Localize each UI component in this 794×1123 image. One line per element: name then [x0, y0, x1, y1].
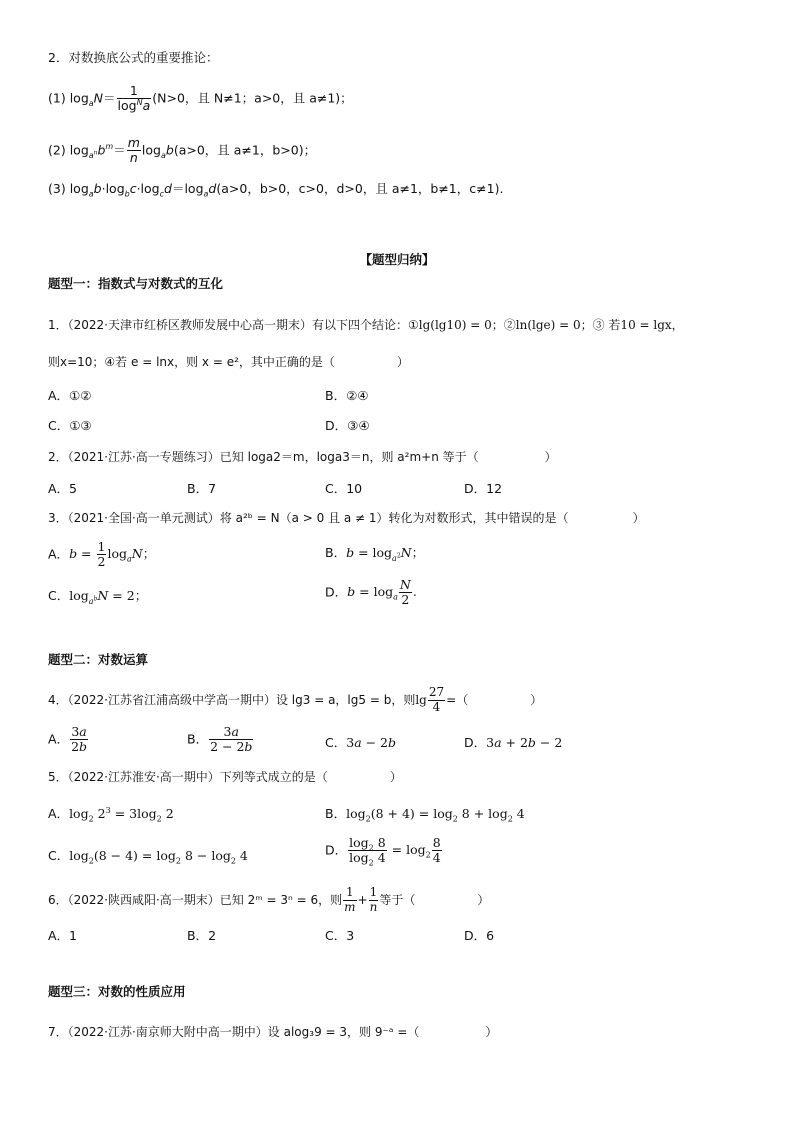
q4-option-d: D．3a + 2b − 2 — [464, 735, 563, 750]
q5-option-b-label: B． — [325, 806, 347, 821]
q3-option-a: A．b = $\frac{1}{2}$ $\log_aN$； — [48, 539, 156, 570]
q2-option-d: D．12 — [464, 481, 503, 496]
q5-line — [48, 770, 402, 785]
q6-question: 6．（2022·陕西咸阳·高一期末）已知 2ᵐ = 3ⁿ = 6，则 — [48, 892, 343, 907]
type3-title: 题型三：对数的性质应用 — [48, 984, 186, 999]
q6-line: 6．（2022·陕西咸阳·高一期末）已知 2ᵐ = 3ⁿ = 6，则 $\frac{1}{m}$ + $\frac{1}{n}$ 等于（ ） — [48, 885, 490, 914]
q5-question: 5．（2022·江苏淮安·高一期中）下列等式成立的是（ — [48, 770, 328, 784]
formula-2-label: (2) — [48, 142, 66, 158]
formula-3-conditions: (a>0，b>0，c>0，d>0，且 a≠1，b≠1，c≠1). — [216, 181, 504, 196]
formula-2-conditions: (a>0，且 a≠1，b>0)； — [173, 142, 317, 158]
q6-option-b: B．2 — [187, 928, 217, 943]
q1-line1 — [48, 318, 684, 333]
q2-question: 2．（2021·江苏·高一专题练习）已知 loga2＝m，loga3＝n，则 a²m+n 等于（ — [48, 450, 479, 464]
q2-option-b: B．7 — [187, 481, 217, 496]
q3-option-a-label: A． — [48, 546, 70, 562]
q4-option-b-label: B． — [187, 731, 209, 747]
type2-title: 题型二：对数运算 — [48, 652, 149, 667]
q5-close-paren: ） — [389, 770, 402, 784]
q7-close-paren: ） — [485, 1025, 498, 1039]
q6-close-paren: ） — [477, 892, 490, 907]
q1-question: 则x=10；④若 e = lnx，则 x = e²，其中正确的是（ — [48, 355, 335, 369]
q4-option-d-label: D． — [464, 735, 487, 750]
type1-title: 题型一：指数式与对数式的互化 — [48, 276, 224, 291]
q7-question: 7．（2022·江苏·南京师大附中高一期中）设 alog₃9 = 3，则 9⁻ᵃ =（ — [48, 1025, 420, 1039]
q4-option-c-label: C． — [325, 735, 347, 750]
formula-1: (1) $\log_aN=$ $\frac{1}{\log^Na}$ (N>0，且 N≠1；a>0，且 a≠1)； — [48, 83, 353, 114]
q5-option-d-label: D． — [325, 842, 348, 858]
q3-line — [48, 511, 645, 526]
formula-2: (2) $\log_{a^n}b^m=$ $\frac{m}{n}$ $\log_ab(a>0$，且 a≠1，b>0)； — [48, 135, 317, 166]
q4-option-b: B． $\frac{3a}{2 - 2b}$ — [187, 724, 253, 755]
q2-line — [48, 450, 557, 465]
q1-statements: ①lg(lg10) = 0；②ln(lge) = 0；③ 若10 = lgx， — [408, 318, 684, 332]
q3-option-b-label: B． — [325, 545, 347, 560]
q7-line — [48, 1025, 497, 1040]
q1-line2 — [48, 355, 409, 370]
q2-option-c: C．10 — [325, 481, 363, 496]
q4-option-a: A． $\frac{3a}{2b}$ — [48, 724, 88, 755]
q4-line: 4．（2022·江苏省江浦高级中学高一期中）设 lg3 = a，lg5 = b，则lg $\frac{27}{4}$ =（ ） — [48, 685, 543, 714]
q5-option-d: D． $\frac{\log_2 8}{\log_2 4}$ = $\log_2$ $\frac{8}{4}$ — [325, 835, 441, 868]
formula-1-label: (1) — [48, 90, 66, 106]
formula-3-label: (3) — [48, 181, 66, 196]
q3-option-c: C．$\log_{a^b}N = 2$； — [48, 588, 148, 606]
q5-option-c: C．$\log_2(8 - 4) = \log_2 8 - \log_2 4$ — [48, 848, 248, 866]
formula-1-conditions: (N>0，且 N≠1；a>0，且 a≠1)； — [152, 90, 353, 106]
q1-option-d: D．③④ — [325, 418, 370, 433]
q4-close-paren: ） — [530, 692, 543, 707]
q6-option-a: A．1 — [48, 928, 78, 943]
q5-option-a: A．$\log_2 2^3 = 3\log_2$ 2 — [48, 805, 174, 824]
q3-option-d-label: D． — [325, 584, 348, 600]
section-heading: 【题型归纳】 — [359, 252, 435, 267]
q2-close-paren: ） — [544, 450, 557, 464]
q1-close-paren: ） — [396, 355, 409, 369]
q1-option-b: B．②④ — [325, 388, 369, 403]
q5-option-b: B．$\log_2(8 + 4) = \log_2 8 + \log_2 4$ — [325, 806, 525, 824]
q3-option-b: B．$b = \log_{a^2}N$； — [325, 545, 425, 563]
q6-option-c: C．3 — [325, 928, 355, 943]
q4-option-c: C．3a − 2b — [325, 735, 397, 750]
q2-option-a: A．5 — [48, 481, 78, 496]
q3-option-c-label: C． — [48, 588, 70, 603]
q4-question: 4．（2022·江苏省江浦高级中学高一期中）设 lg3 = a，lg5 = b，则 — [48, 692, 416, 707]
q5-option-a-label: A． — [48, 806, 70, 821]
formula-3: (3) $\log_ab\cdot\log_bc\cdot\log_cd=\log_ad(a>0$，b>0，c>0，d>0，且 a≠1，b≠1，c≠1). — [48, 181, 504, 199]
q1-option-a: A．①② — [48, 388, 92, 403]
q4-option-a-label: A． — [48, 731, 70, 747]
q6-question-tail: 等于（ — [379, 892, 416, 907]
q3-question: 3．（2021·全国·高一单元测试）将 a²ᵇ = N（a > 0 且 a ≠ 1）转化为对数形式，其中错误的是（ — [48, 511, 569, 525]
q3-option-d: D．$b = \log_a$ $\frac{N}{2}$ . — [325, 577, 417, 608]
q1-option-c: C．①③ — [48, 418, 92, 433]
intro-title: 2．对数换底公式的重要推论： — [48, 50, 219, 65]
q3-close-paren: ） — [632, 511, 645, 525]
q1-source: 1．（2022·天津市红桥区教师发展中心高一期末）有以下四个结论： — [48, 318, 408, 332]
q6-option-d: D．6 — [464, 928, 495, 943]
q5-option-c-label: C． — [48, 848, 70, 863]
